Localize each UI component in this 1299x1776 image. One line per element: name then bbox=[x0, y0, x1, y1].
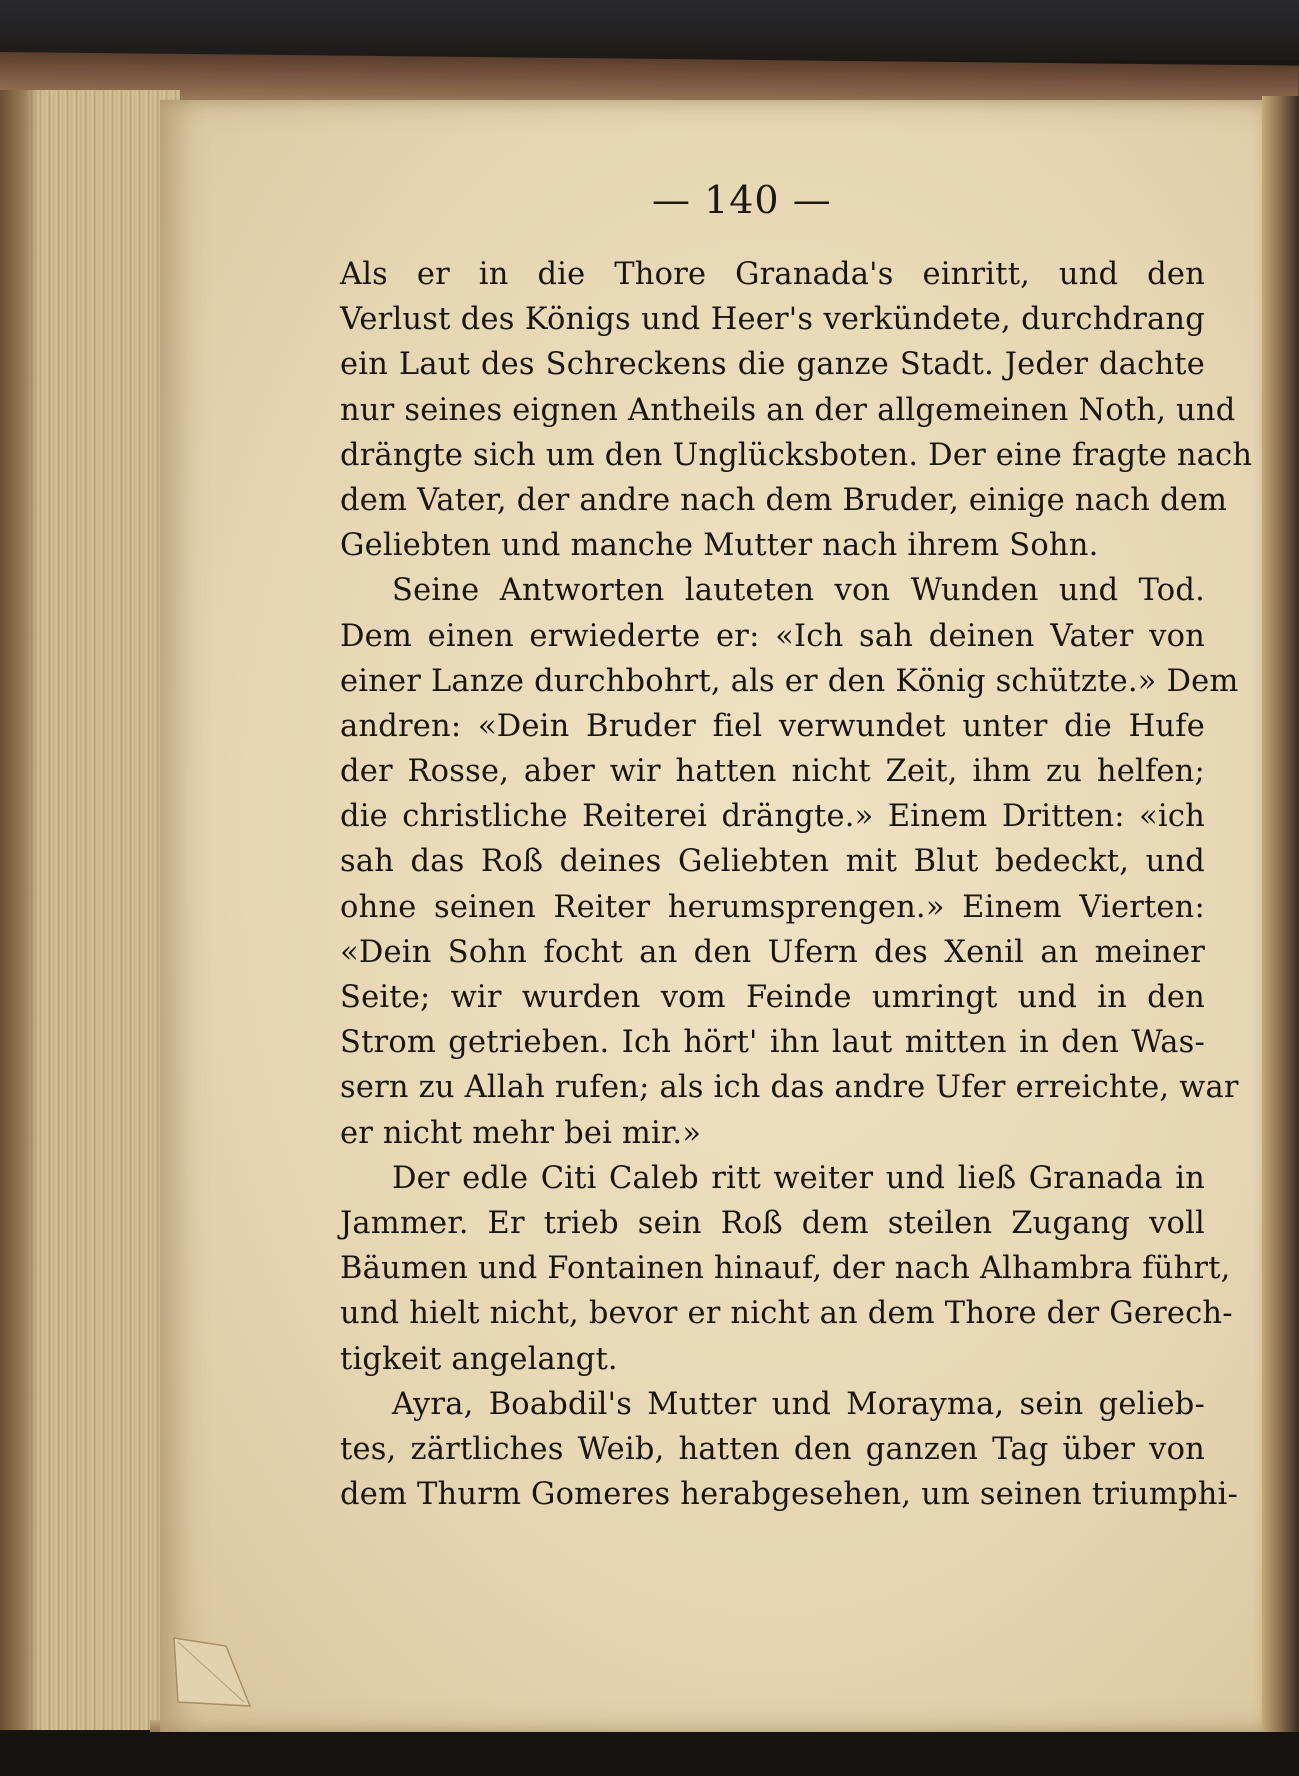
text-line: Der edle Citi Caleb ritt weiter und ließ Granada in bbox=[392, 1160, 1205, 1196]
background-top bbox=[0, 0, 1299, 60]
text-line: Seine Antworten lauteten von Wunden und Tod. bbox=[392, 573, 1205, 609]
page-edges-shadow bbox=[0, 90, 40, 1730]
text-line: «Dein Sohn focht an den Ufern des Xenil an meiner bbox=[340, 934, 1205, 970]
text-line: Dem einen erwiederte er: «Ich sah deinen Vater von bbox=[340, 618, 1205, 654]
text-line: er nicht mehr bei mir.» bbox=[340, 1115, 702, 1151]
text-line: ein Laut des Schreckens die ganze Stadt. Jeder dachte bbox=[340, 347, 1205, 383]
text-line: Geliebten und manche Mutter nach ihrem Sohn. bbox=[340, 528, 1099, 564]
text-line: einer Lanze durchbohrt, als er den König schützte.» Dem bbox=[340, 663, 1239, 699]
text-line: Ayra, Boabdil's Mutter und Morayma, sein gelieb- bbox=[392, 1386, 1205, 1422]
page-number: — 140 — bbox=[652, 178, 832, 222]
text-line: tes, zärtliches Weib, hatten den ganzen Tag über von bbox=[340, 1431, 1205, 1467]
text-line: nur seines eignen Antheils an der allgemeinen Noth, und bbox=[340, 392, 1236, 428]
body-text bbox=[340, 252, 1253, 1517]
text-line: sah das Roß deines Geliebten mit Blut bedeckt, und bbox=[340, 844, 1205, 880]
text-line: sern zu Allah rufen; als ich das andre Ufer erreichte, war bbox=[340, 1070, 1239, 1106]
text-line: drängte sich um den Unglücksboten. Der eine fragte nach bbox=[340, 437, 1253, 473]
book-gutter bbox=[1262, 96, 1299, 1736]
text-line: Seite; wir wurden vom Feinde umringt und in den bbox=[340, 980, 1205, 1015]
text-line: Strom getrieben. Ich hört' ihn laut mitten in den Was- bbox=[340, 1025, 1205, 1061]
text-line: Bäumen und Fontainen hinauf, der nach Alhambra führt, bbox=[340, 1251, 1231, 1287]
text-line: Jammer. Er trieb sein Roß dem steilen Zugang voll bbox=[340, 1205, 1205, 1241]
text-line: der Rosse, aber wir hatten nicht Zeit, ihm zu helfen; bbox=[340, 754, 1205, 790]
text-line: und hielt nicht, bevor er nicht an dem Thore der Gerech- bbox=[340, 1296, 1233, 1332]
text-line: Verlust des Königs und Heer's verkündete, durchdrang bbox=[340, 302, 1205, 338]
background-bottom bbox=[0, 1732, 1299, 1776]
text-line: tigkeit angelangt. bbox=[340, 1341, 618, 1377]
text-line: die christliche Reiterei drängte.» Einem Dritten: «ich bbox=[340, 799, 1205, 835]
text-line: andren: «Dein Bruder fiel verwundet unter die Hufe bbox=[340, 708, 1205, 744]
text-line: ohne seinen Reiter herumsprengen.» Einem Vierten: bbox=[340, 889, 1205, 925]
text-line: Als er in die Thore Granada's einritt, und den bbox=[340, 257, 1205, 292]
text-line: dem Vater, der andre nach dem Bruder, einige nach dem bbox=[340, 482, 1228, 518]
folded-corner bbox=[170, 1632, 254, 1712]
text-line: dem Thurm Gomeres herabgesehen, um seinen triumphi- bbox=[340, 1477, 1239, 1513]
